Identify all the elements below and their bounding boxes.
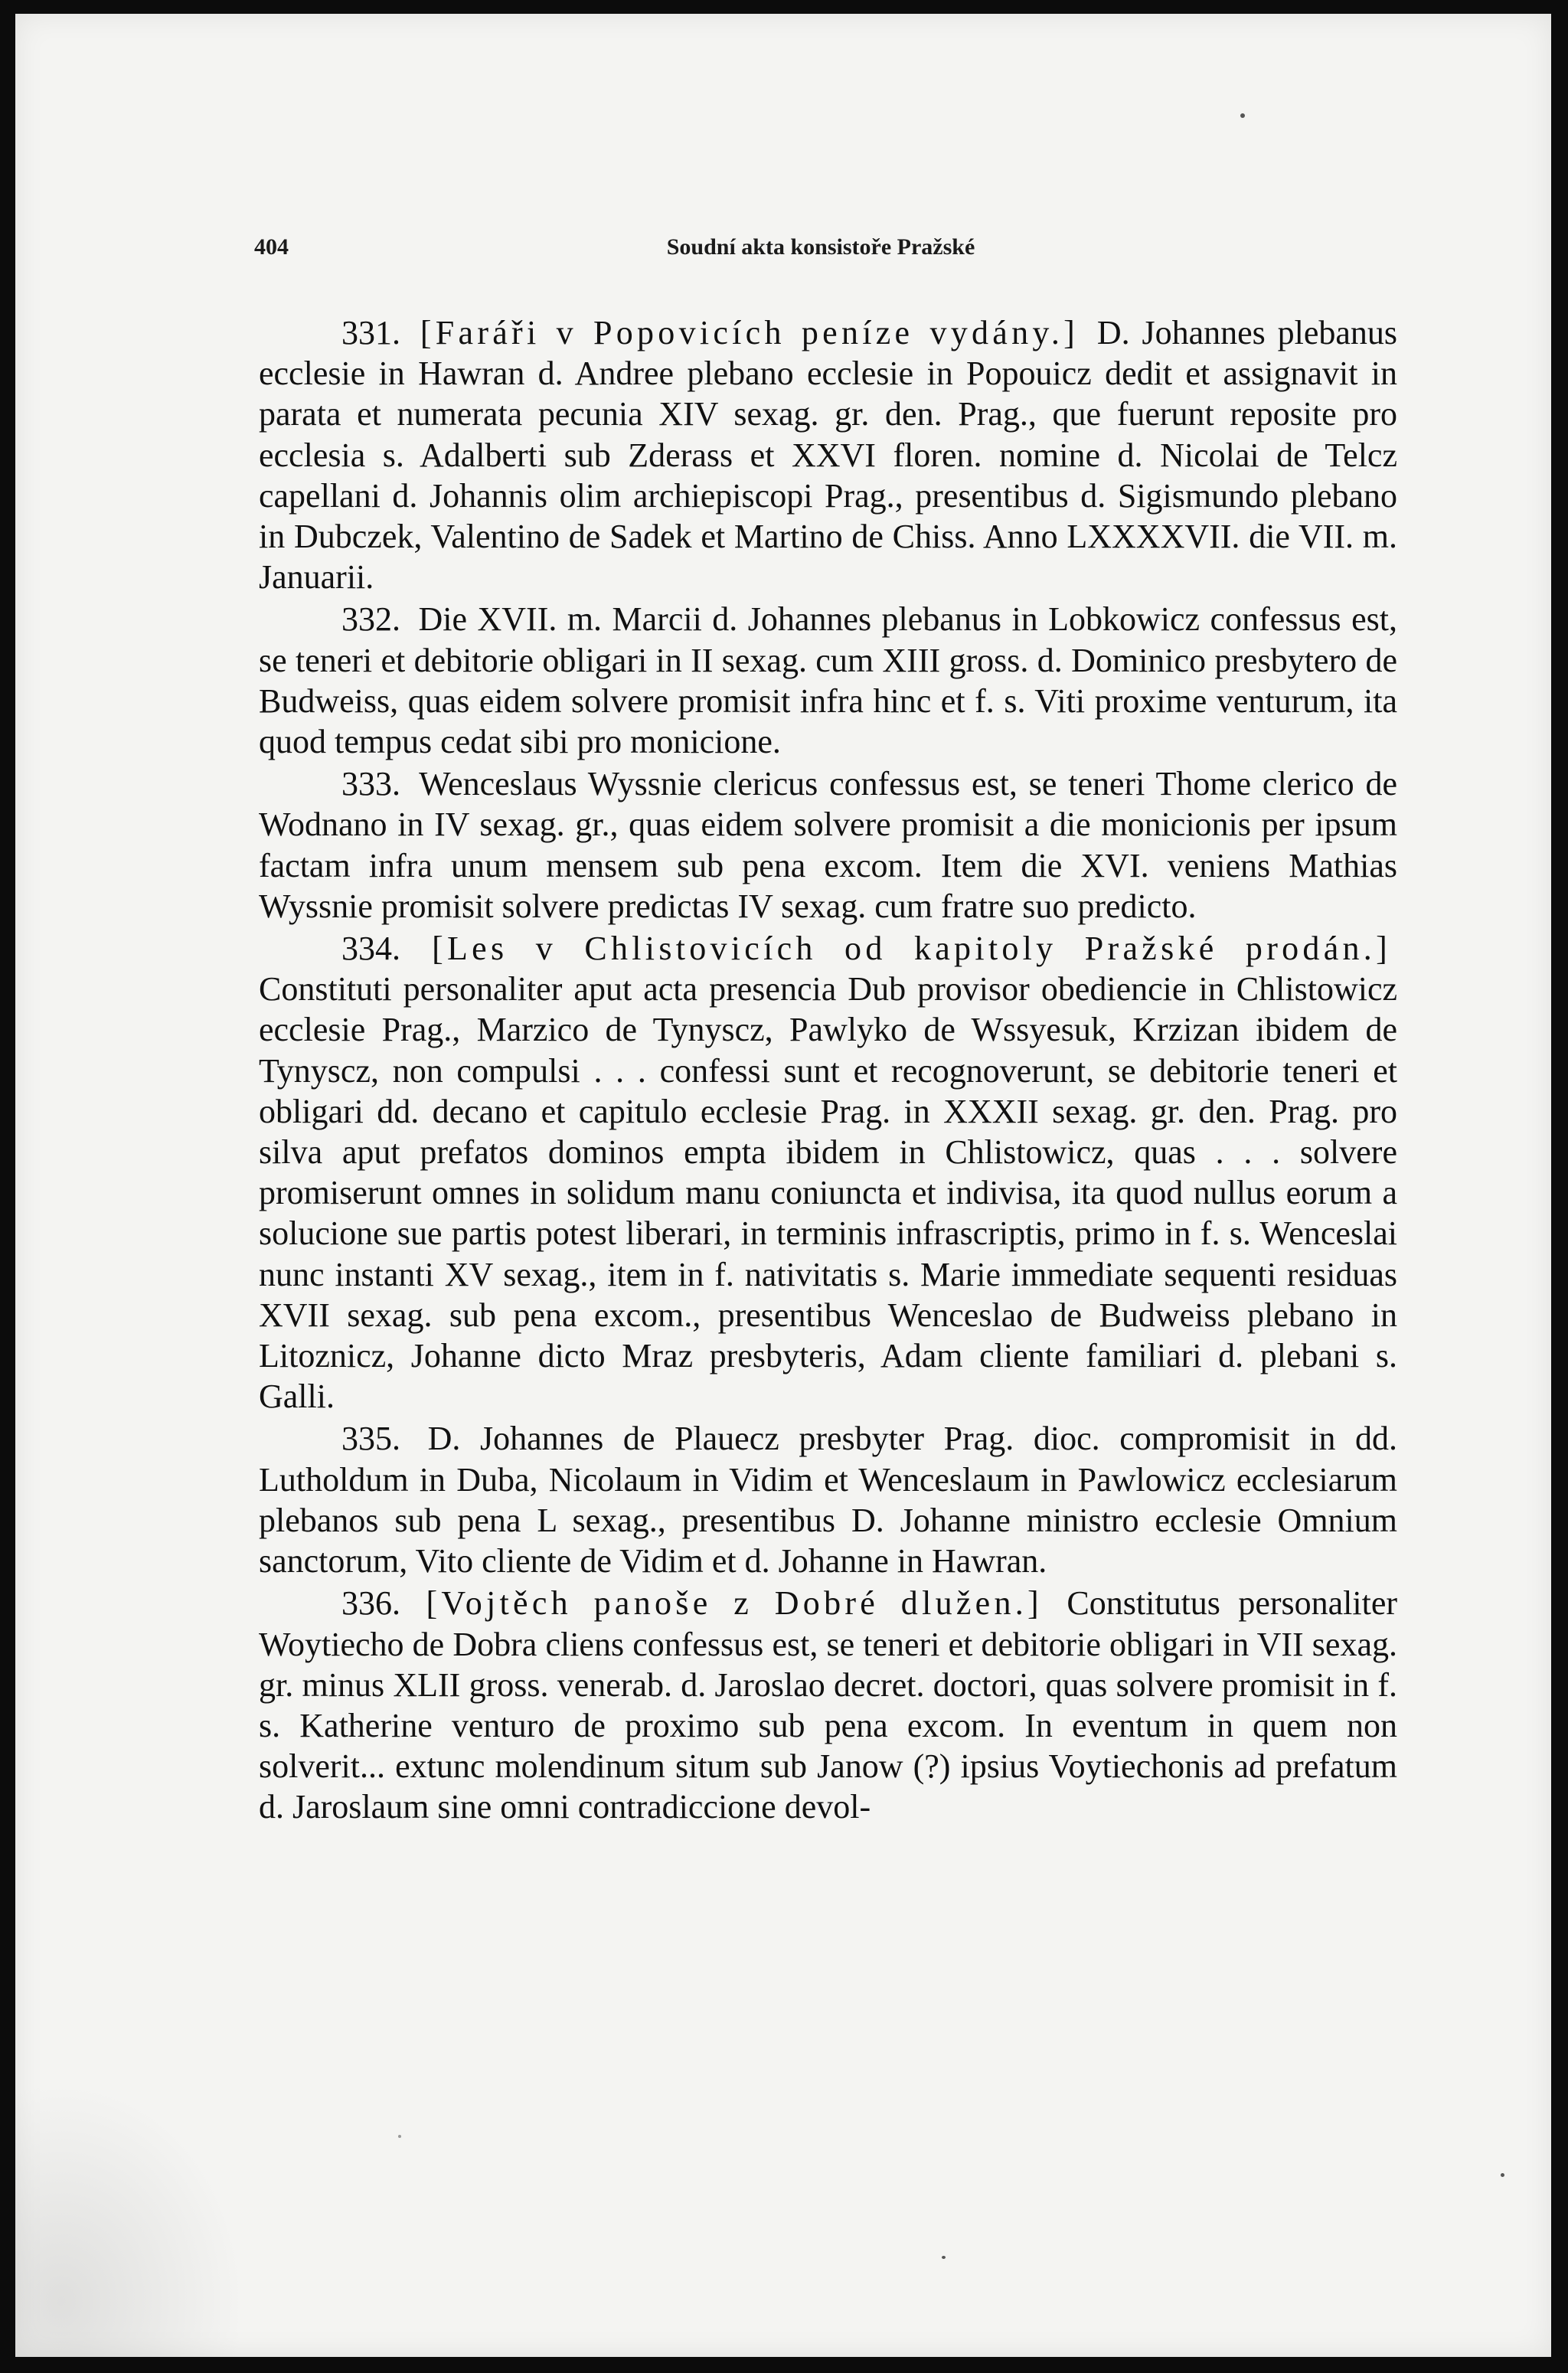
scan-speck [942,2256,946,2259]
text-column [259,312,1397,1829]
entry-333 [259,763,1397,927]
entry-text: D. Johannes plebanus ecclesie in Hawran d. Andree plebano ecclesie in Popouicz dedit et assignavit in parata et numerata pecunia XIV sexag. gr. den. Prag., que fuerunt reposite pro ecclesia s. Adalberti sub Zderass et XXVI floren. nomine d. Nicolai de Telcz capellani d. Johannis olim archiepiscopi Prag., presentibus d. Sigismundo plebano in Dubczek, Valentino de Sadek et Martino de Chiss. Anno LXXXXVII. die VII. m. Januarii. [259,314,1397,597]
entry-336 [259,1583,1397,1827]
entry-heading: [Les v Chlistovicích od kapitoly Pražské prodán.] [432,930,1392,968]
entry-number: 334. [341,930,400,968]
entry-text: Constitutus personaliter Woytiecho de Dobra cliens confessus est, se teneri et debitorie obligari in VII sexag. gr. minus XLII gross. venerab. d. Jaroslao decret. doctori, quas solvere promisit in f. s. Katherine venturo de proximo sub pena excom. In eventum in quem non solverit... extunc molendinum situm sub Janow (?) ipsius Voytiechonis ad prefatum d. Jaroslaum sine omni contradiccione devol- [259,1584,1398,1826]
header-title: Soudní akta konsistoře Pražské [666,234,975,260]
entry-number: 331. [341,314,400,351]
page-number: 404 [254,234,289,260]
entry-331 [259,312,1397,597]
entry-text: D. Johannes de Plauecz presbyter Prag. dioc. compromisit in dd. Lutholdum in Duba, Nicolaum in Vidim et Wenceslaum in Pawlowicz ecclesiarum plebanos sub pena L sexag., presentibus D. Johanne ministro ecclesie Omnium sanctorum, Vito cliente de Vidim et d. Johanne in Hawran. [259,1420,1398,1580]
entry-text: Constituti personaliter aput acta presencia Dub provisor obediencie in Chlistowicz ecclesie Prag., Marzico de Tynyscz, Pawlyko de Wssyesuk, Krzizan ibidem de Tynyscz, non compulsi . . . confessi sunt et recognoverunt, se debitorie teneri et obligari dd. decano et capitulo ecclesie Prag. in XXXII sexag. gr. den. Prag. pro silva aput prefatos dominos empta ibidem in Chlistowicz, quas . . . solvere promiserunt omnes in solidum manu coniuncta et indivisa, ita quod nullus eorum a solucione sue partis potest liberari, in terminis infrascriptis, primo in f. s. Wenceslai nunc instanti XV sexag., item in f. nativitatis s. Marie immediate sequenti residuas XVII sexag. sub pena excom., presentibus Wenceslao de Budweiss plebano in Litoznicz, Johanne dicto Mraz presbyteris, Adam cliente familiari d. plebani s. Galli. [259,970,1397,1416]
entry-number: 335. [341,1420,400,1458]
entry-332 [259,599,1397,762]
running-head [254,234,1387,265]
entry-heading: [Faráři v Popovicích peníze vydány.] [420,314,1080,351]
entry-number: 336. [341,1584,400,1623]
entry-text: Wenceslaus Wyssnie clericus confessus est, se teneri Thome clerico de Wodnano in IV sexag. gr., quas eidem solvere promisit a die monicionis per ipsum factam infra unum mensem sub pena excom. Item die XVI. veniens Mathias Wyssnie promisit solvere predictas IV sexag. cum fratre suo predicto. [259,765,1397,925]
entry-text: Die XVII. m. Marcii d. Johannes plebanus in Lobkowicz confessus est, se teneri et debitorie obligari in II sexag. cum XIII gross. d. Dominico presbytero de Budweiss, quas eidem solvere promisit infra hinc et f. s. Viti proxime venturum, ita quod tempus cedat sibi pro monicione. [259,600,1397,761]
entry-number: 332. [341,600,400,639]
entry-heading: [Vojtěch panoše z Dobré dlužen.] [426,1584,1043,1623]
scan-speck [1501,2173,1504,2177]
entry-334 [259,928,1397,1417]
scanned-page [15,14,1551,2357]
scan-speck [398,2135,401,2138]
entry-number: 333. [341,765,400,803]
entry-335 [259,1418,1397,1581]
scan-speck [1240,113,1245,118]
